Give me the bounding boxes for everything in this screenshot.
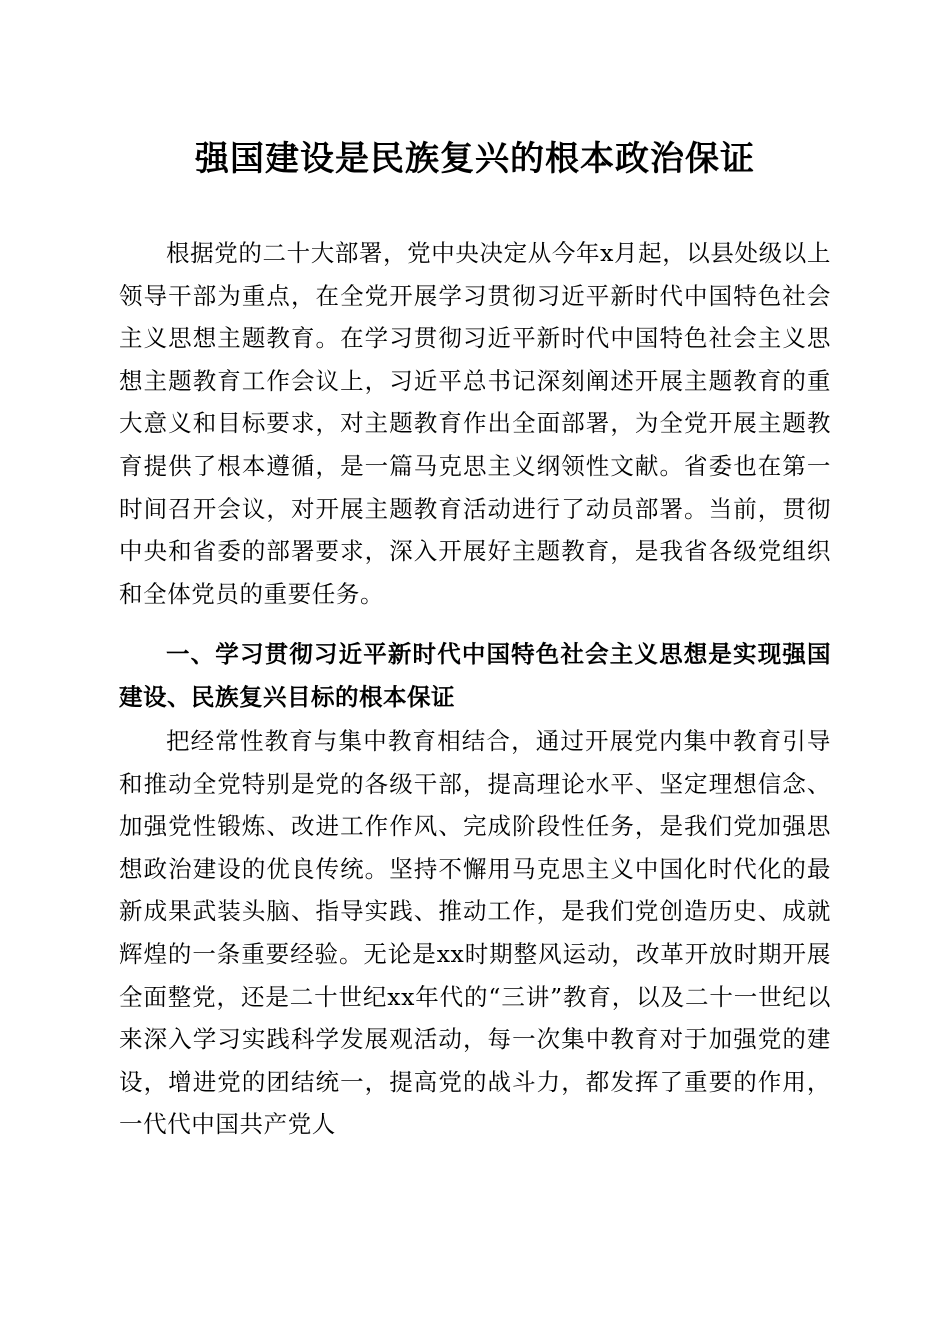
document-title: 强国建设是民族复兴的根本政治保证 bbox=[195, 139, 755, 179]
paragraph-section-1: 把经常性教育与集中教育相结合，通过开展党内集中教育引导和推动全党特别是党的各级干部，提高理论水平、坚定理想信念、加强党性锻炼、改进工作作风、完成阶段性任务，是我们党加强思想政治建设的优良传统。坚持不懈用马克思主义中国化时代化的最新成果武装头脑、指导实践、推动工作，是我们党创造历史、成就辉煌的一条重要经验。无论是xx时期整风运动，改革开放时期开展全面整党，还是二十世纪xx年代的“三讲”教育，以及二十一世纪以来深入学习实践科学发展观活动，每一次集中教育对于加强党的建设，增进党的团结统一，提高党的战斗力，都发挥了重要的作用，一代代中国共产党人 bbox=[119, 727, 831, 1139]
section-heading-1: 一、学习贯彻习近平新时代中国特色社会主义思想是实现强国建设、民族复兴目标的根本保证 bbox=[119, 640, 831, 711]
paragraph-intro: 根据党的二十大部署，党中央决定从今年x月起，以县处级以上领导干部为重点，在全党开展学习贯彻习近平新时代中国特色社会主义思想主题教育。在学习贯彻习近平新时代中国特色社会主义思想主题教育工作会议上，习近平总书记深刻阐述开展主题教育的重大意义和目标要求，对主题教育作出全面部署，为全党开展主题教育提供了根本遵循，是一篇马克思主义纲领性文献。省委也在第一时间召开会议，对开展主题教育活动进行了动员部署。当前，贯彻中央和省委的部署要求，深入开展好主题教育，是我省各级党组织和全体党员的重要任务。 bbox=[119, 239, 831, 608]
